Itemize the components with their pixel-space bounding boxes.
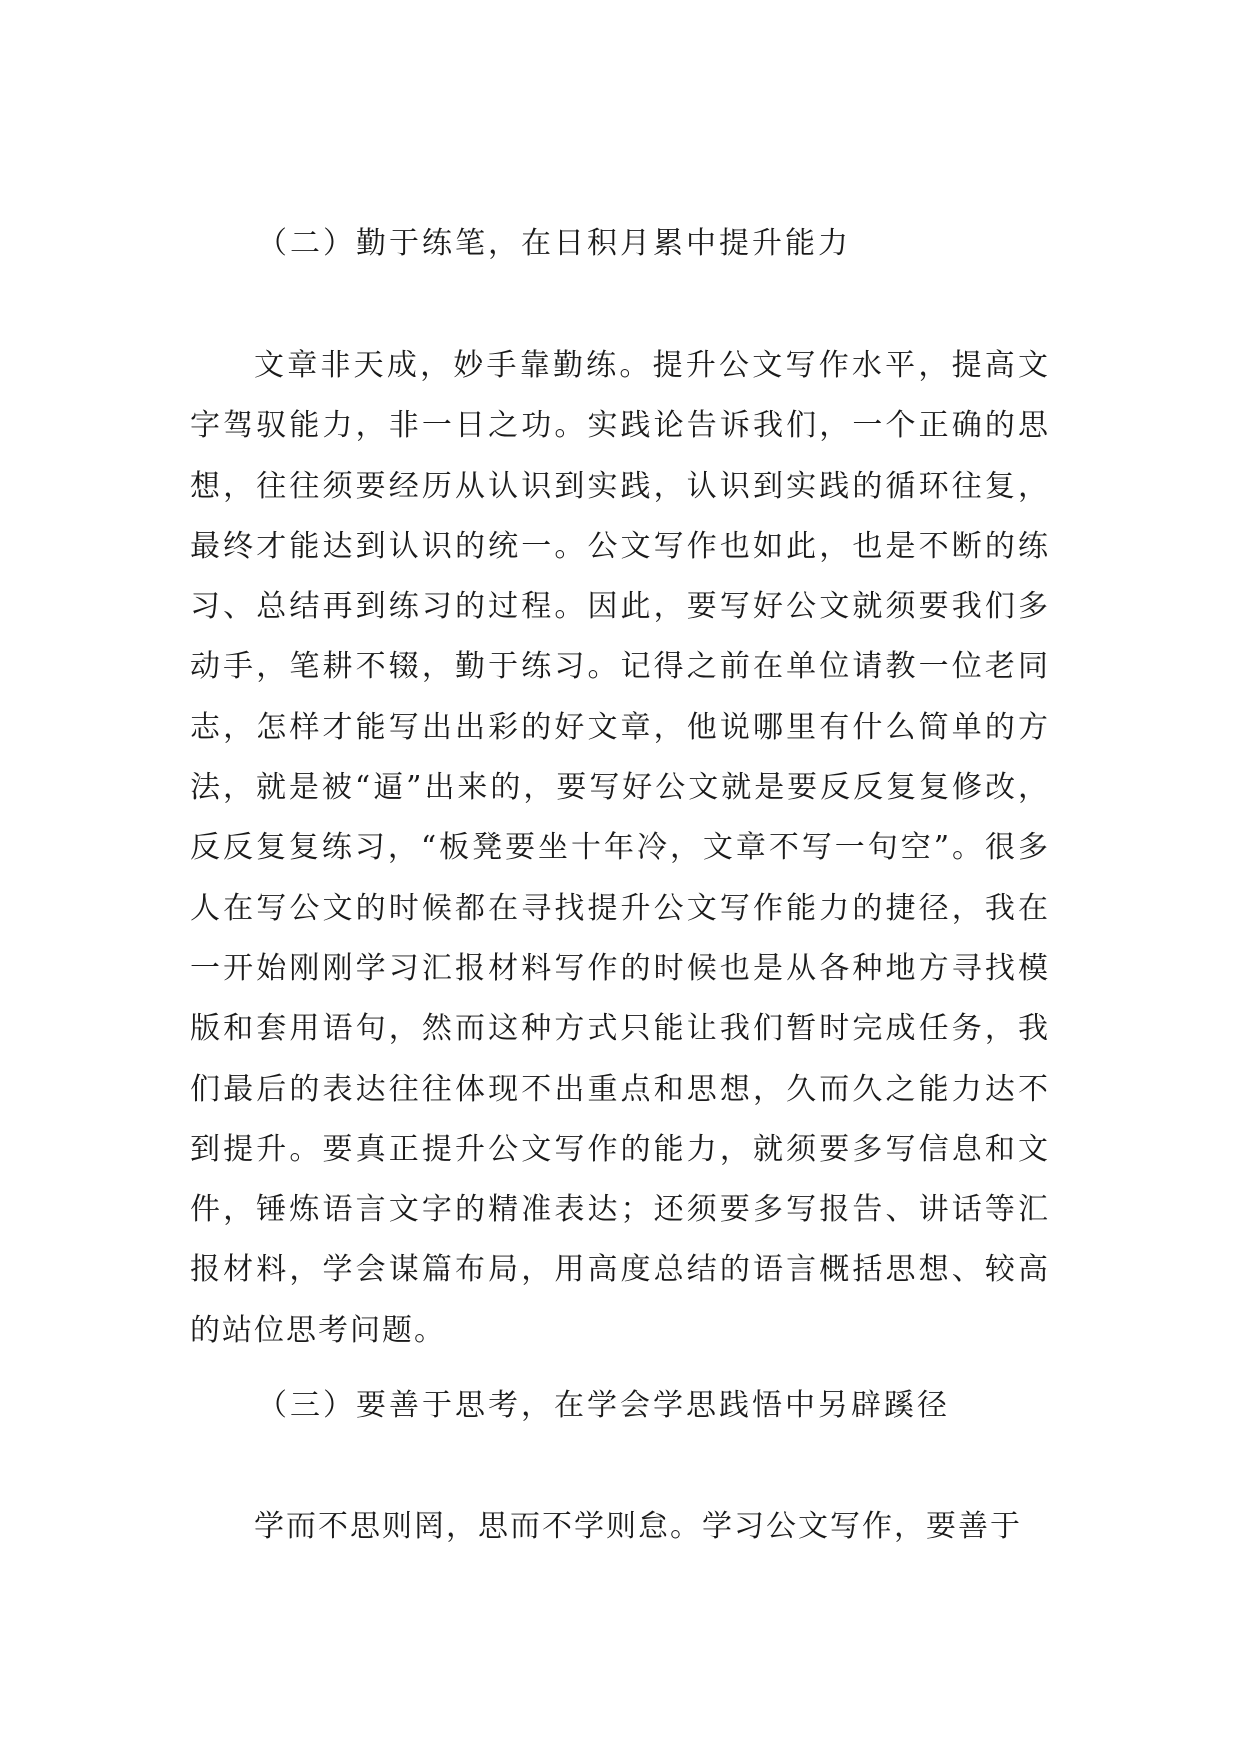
- section-heading-2: （二）勤于练笔，在日积月累中提升能力: [257, 226, 851, 261]
- section-heading-3: （三）要善于思考，在学会学思践悟中另辟蹊径: [257, 1388, 950, 1423]
- body-paragraph-practice: 文章非天成，妙手靠勤练。提升公文写作水平，提高文字驾驭能力，非一日之功。实践论告诉我们，一个正确的思想，往往须要经历从认识到实践，认识到实践的循环往复，最终才能达到认识的统一。公文写作也如此，也是不断的练习、总结再到练习的过程。因此，要写好公文就须要我们多动手，笔耕不辍，勤于练习。记得之前在单位请教一位老同志，怎样才能写出出彩的好文章，他说哪里有什么简单的方法，就是被“逼”出来的，要写好公文就是要反反复复修改，反反复复练习，“板凳要坐十年冷，文章不写一句空”。很多人在写公文的时候都在寻找提升公文写作能力的捷径，我在一开始刚刚学习汇报材料写作的时候也是从各种地方寻找模版和套用语句，然而这种方式只能让我们暂时完成任务，我们最后的表达往往体现不出重点和思想，久而久之能力达不到提升。要真正提升公文写作的能力，就须要多写信息和文件，锤炼语言文字的精准表达；还须要多写报告、讲话等汇报材料，学会谋篇布局，用高度总结的语言概括思想、较高的站位思考问题。: [190, 348, 1050, 1348]
- body-paragraph-thinking: 学而不思则罔，思而不学则怠。学习公文写作，要善于: [254, 1509, 1022, 1544]
